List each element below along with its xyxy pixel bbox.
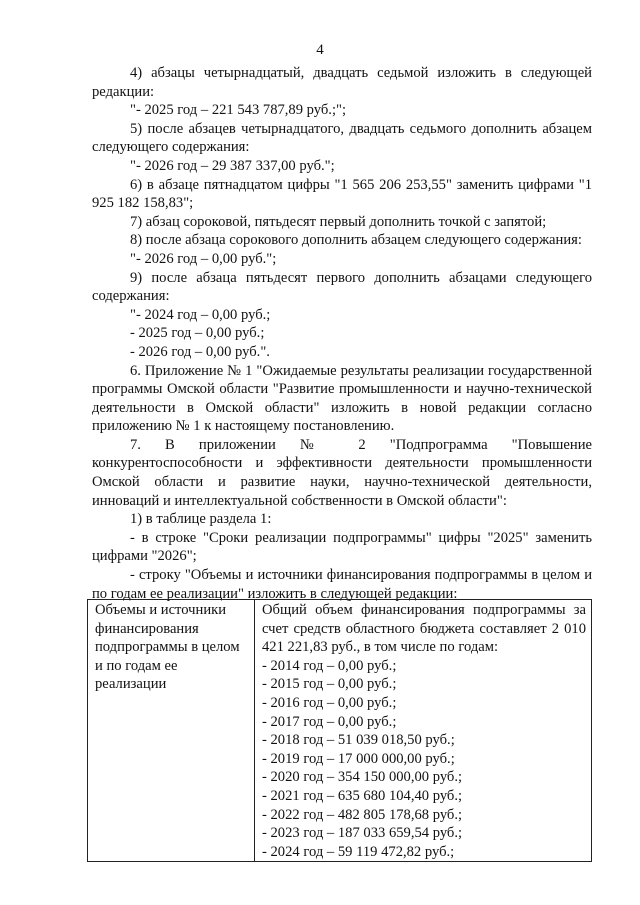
paragraph: 7. В приложении № 2 "Подпрограмма "Повышение конкурентоспособности и эффективности деятельности промышленности Омской области и развитие науки, научно-технической деятельности, инноваций и интеллектуальной собственности в Омской области":	[92, 436, 592, 509]
cell-line: реализации	[95, 676, 167, 693]
year-line: - 2014 год – 0,00 руб.;	[262, 657, 397, 674]
paragraph: - 2026 год – 0,00 руб.".	[130, 343, 270, 360]
paragraph: 7) абзац сороковой, пятьдесят первый дополнить точкой с запятой;	[130, 213, 547, 230]
year-line: - 2023 год – 187 033 659,54 руб.;	[262, 825, 463, 842]
year-line: - 2022 год – 482 805 178,68 руб.;	[262, 806, 463, 823]
paragraph: "- 2026 год – 29 387 337,00 руб.";	[130, 157, 335, 174]
table-cell-value	[255, 600, 592, 862]
paragraph: 6. Приложение № 1 "Ожидаемые результаты реализации государственной программы Омской области "Развитие промышленности и научно-технической деятельности в Омской области" изложить в новой редакции согласно приложению № 1 к настоящему постановлению.	[92, 362, 592, 435]
year-line: - 2018 год – 51 039 018,50 руб.;	[262, 732, 455, 749]
cell-line: финансирования	[95, 620, 199, 637]
document-body	[92, 64, 592, 603]
paragraph: "- 2025 год – 221 543 787,89 руб.;";	[130, 102, 347, 119]
year-line: - 2019 год – 17 000 000,00 руб.;	[262, 750, 455, 767]
paragraph: 6) в абзаце пятнадцатом цифры "1 565 206 253,55" заменить цифрами "1 925 182 158,83";	[92, 176, 592, 212]
cell-intro: Общий объем финансирования подпрограммы за счет средств областного бюджета составляет 2 010 421 221,83 руб., в том числе по годам:	[262, 602, 586, 656]
cell-line: и по годам ее	[95, 657, 178, 674]
financing-table	[87, 599, 592, 862]
paragraph: "- 2026 год – 0,00 руб.";	[130, 250, 277, 267]
table-cell-label	[88, 600, 255, 862]
cell-line: подпрограммы в целом	[95, 639, 240, 656]
page-number: 4	[316, 42, 324, 58]
paragraph: 9) после абзаца пятьдесят первого дополнить абзацами следующего содержания:	[92, 269, 592, 305]
paragraph: "- 2024 год – 0,00 руб.;	[130, 306, 271, 323]
paragraph: 8) после абзаца сорокового дополнить абзацем следующего содержания:	[130, 232, 582, 249]
paragraph: 4) абзацы четырнадцатый, двадцать седьмой изложить в следующей редакции:	[92, 65, 592, 100]
paragraph: 5) после абзацев четырнадцатого, двадцать седьмого дополнить абзацем следующего содержания:	[92, 120, 592, 156]
year-line: - 2015 год – 0,00 руб.;	[262, 676, 397, 693]
paragraph: 1) в таблице раздела 1:	[130, 511, 272, 528]
year-line: - 2017 год – 0,00 руб.;	[262, 713, 397, 730]
year-line: - 2020 год – 354 150 000,00 руб.;	[262, 769, 463, 786]
year-line: - 2024 год – 59 119 472,82 руб.;	[262, 843, 455, 860]
paragraph: - в строке "Сроки реализации подпрограммы" цифры "2025" заменить цифрами "2026";	[92, 529, 592, 565]
year-line: - 2016 год – 0,00 руб.;	[262, 694, 397, 711]
cell-line: Объемы и источники	[95, 602, 227, 618]
table-row	[88, 600, 592, 862]
paragraph: - строку "Объемы и источники финансирования подпрограммы в целом и по годам ее реализации" изложить в следующей редакции:	[92, 567, 592, 602]
year-line: - 2021 год – 635 680 104,40 руб.;	[262, 787, 463, 804]
paragraph: - 2025 год – 0,00 руб.;	[130, 325, 265, 342]
